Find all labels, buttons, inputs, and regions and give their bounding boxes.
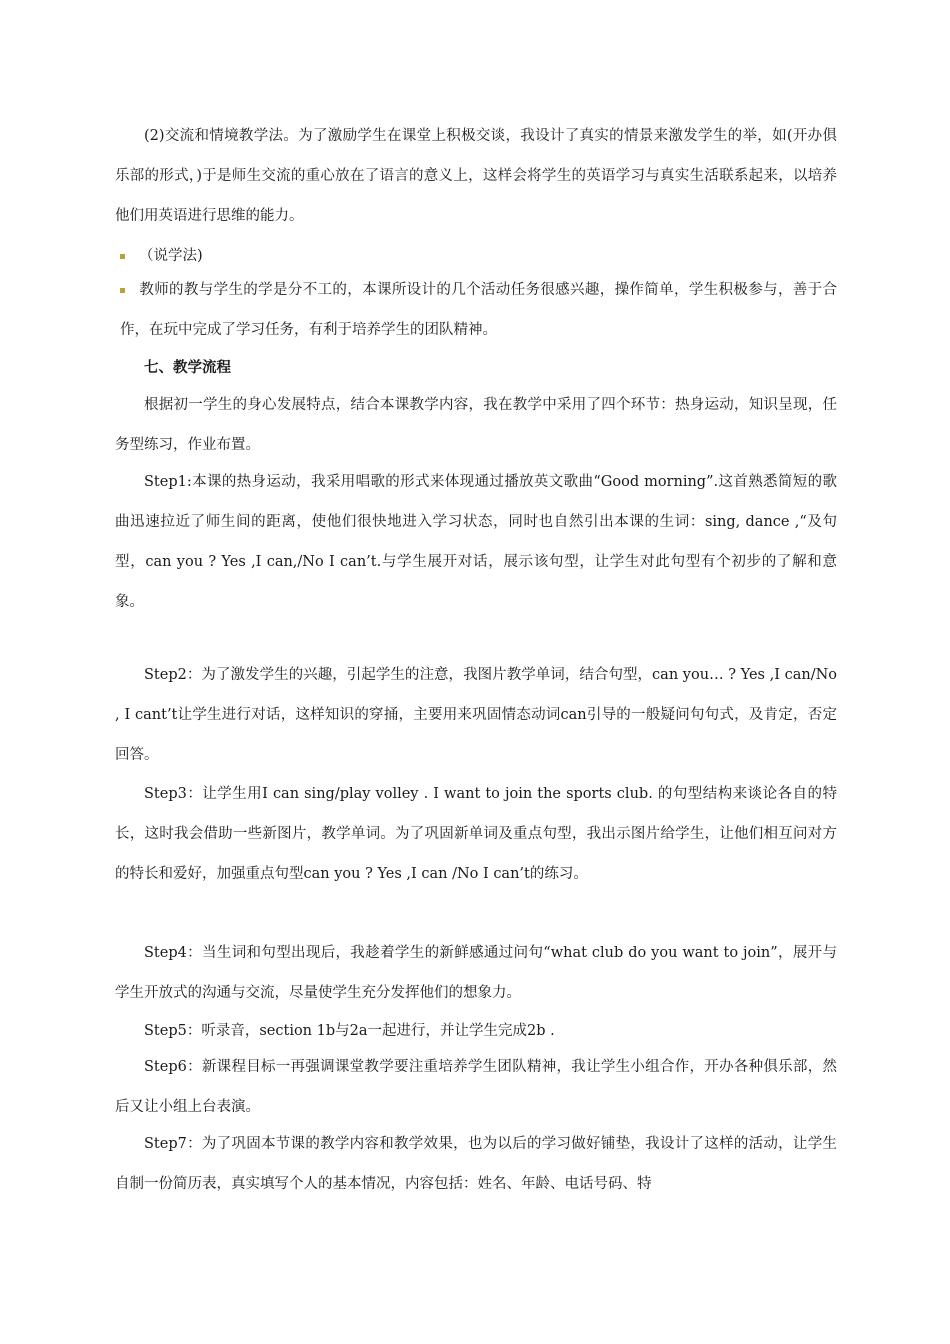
bullet-learning-method-text: （说学法) xyxy=(139,248,203,264)
bullet-marker-icon xyxy=(120,288,125,293)
paragraph-four-stages: 根据初一学生的身心发展特点，结合本课教学内容，我在教学中采用了四个环节：热身运动，知识呈现，任务型练习，作业布置。 xyxy=(115,397,837,453)
bullet-teacher-student-text: 教师的教与学生的学是分不工的，本课所设计的几个活动任务很感兴趣，操作简单，学生积极参与，善于合作，在玩中完成了学习任务，有利于培养学生的团队精神。 xyxy=(120,282,837,338)
paragraph-step5: Step5：听录音，section 1b与2a一起进行，并让学生完成2b . xyxy=(144,1023,555,1039)
bullet-teacher-student xyxy=(120,270,837,350)
paragraph-step6: Step6：新课程目标一再强调课堂教学要注重培养学生团队精神，我让学生小组合作，开办各种俱乐部，然后又让小组上台表演。 xyxy=(115,1059,837,1115)
bullet-marker-icon xyxy=(120,254,125,259)
paragraph-step3: Step3：让学生用I can sing/play volley . I want to join the sports club. 的句型结构来谈论各自的特长，这时我会借助一些新图片，教学单词。为了巩固新单词及重点句型，我出示图片给学生，让他们相互问对方的特长和爱好，加强重点句型can you ? Yes ,I can /No I can’t的练习。 xyxy=(115,786,837,882)
paragraph-step1: Step1:本课的热身运动，我采用唱歌的形式来体现通过播放英文歌曲“Good morning”.这首熟悉简短的歌曲迅速拉近了师生间的距离，使他们很快地进入学习状态，同时也自然引出本课的生词：sing, dance ,“及句型，can you ? Yes ,I can,/No I can’t.与学生展开对话，展示该句型，让学生对此句型有个初步的了解和意象。 xyxy=(115,474,837,610)
section-heading-teaching-process: 七、教学流程 xyxy=(144,359,231,376)
paragraph-step2: Step2：为了激发学生的兴趣，引起学生的注意，我图片教学单词，结合句型，can you… ? Yes ,I can/No , I cant’t让学生进行对话，这样知识的穿捅，主要用来巩固情态动词can引导的一般疑问句句式，及肯定，否定回答。 xyxy=(115,667,837,763)
paragraph-step4: Step4：当生词和句型出现后，我趁着学生的新鲜感通过问句“what club do you want to join”，展开与学生开放式的沟通与交流，尽量使学生充分发挥他们的想象力。 xyxy=(115,945,837,1001)
paragraph-communication-method: (2)交流和情境教学法。为了激励学生在课堂上积极交谈，我设计了真实的情景来激发学生的举，如(开办俱乐部的形式，)于是师生交流的重心放在了语言的意义上，这样会将学生的英语学习与真实生活联系起来，以培养他们用英语进行思维的能力。 xyxy=(115,128,837,224)
paragraph-step7: Step7：为了巩固本节课的教学内容和教学效果，也为以后的学习做好铺垫，我设计了这样的活动，让学生自制一份简历表，真实填写个人的基本情况，内容包括：姓名、年龄、电话号码、特 xyxy=(115,1136,837,1192)
